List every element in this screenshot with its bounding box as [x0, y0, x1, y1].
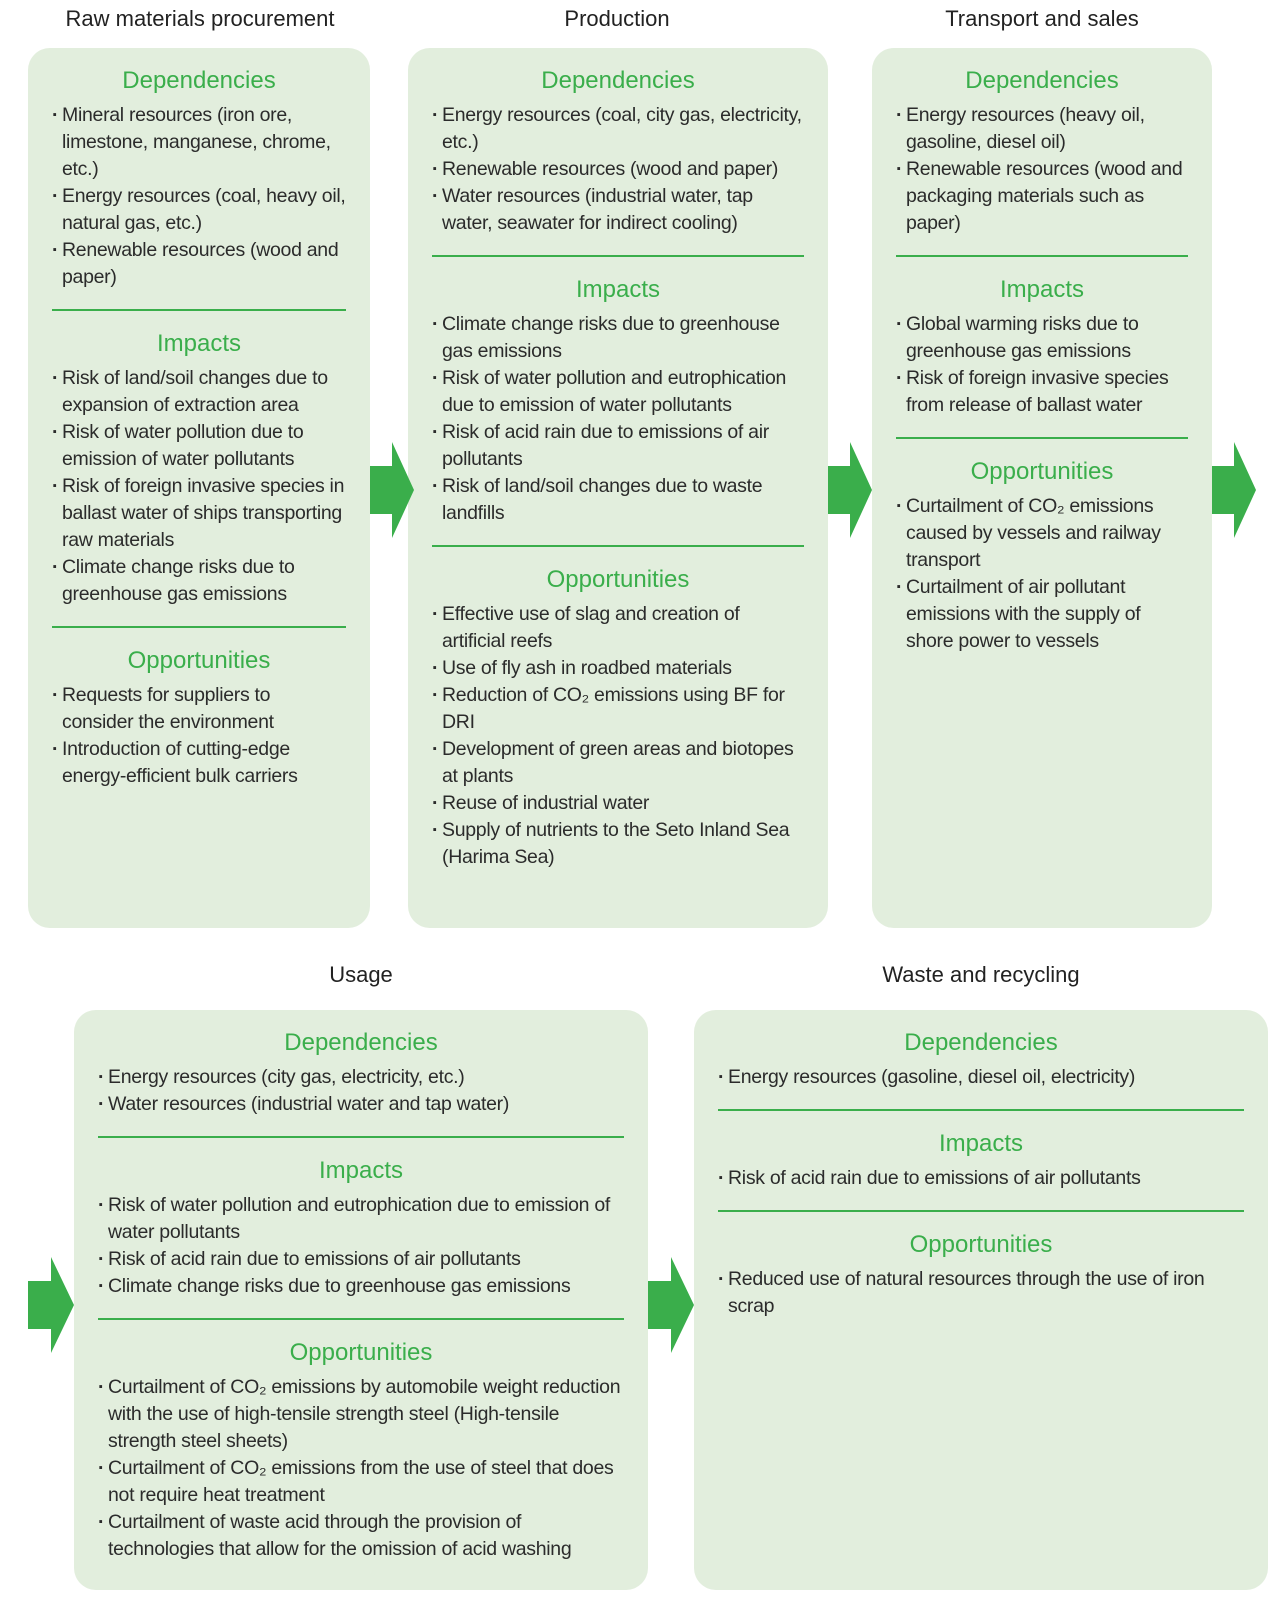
list-item: · Energy resources (coal, city gas, electricity, etc.)	[432, 102, 804, 156]
stage-card-raw-materials	[28, 48, 370, 928]
stage-card-usage	[74, 1010, 648, 1590]
section-divider	[896, 255, 1188, 257]
list-item: · Renewable resources (wood and paper)	[52, 237, 346, 291]
list-item: · Use of fly ash in roadbed materials	[432, 655, 804, 682]
section-heading-impacts: Impacts	[999, 276, 1085, 303]
list-item: · Reduced use of natural resources through the use of iron scrap	[718, 1266, 1244, 1320]
list-item: · Risk of water pollution due to emission of water pollutants	[52, 419, 346, 473]
list-item: · Risk of land/soil changes due to waste landfills	[432, 473, 804, 527]
list-item: · Risk of acid rain due to emissions of air pollutants	[98, 1246, 624, 1273]
list-item: · Supply of nutrients to the Seto Inland Sea (Harima Sea)	[432, 817, 804, 871]
list-item: · Introduction of cutting-edge energy-efficient bulk carriers	[52, 736, 346, 790]
impacts-list	[718, 1165, 1244, 1192]
opportunities-list	[432, 601, 804, 871]
flow-arrow-right-icon	[828, 440, 872, 540]
list-item: · Reuse of industrial water	[432, 790, 804, 817]
list-item: · Energy resources (city gas, electricity, etc.)	[98, 1064, 624, 1091]
list-item: · Risk of acid rain due to emissions of air pollutants	[718, 1165, 1244, 1192]
list-item: · Climate change risks due to greenhouse gas emissions	[432, 311, 804, 365]
list-item: · Effective use of slag and creation of artificial reefs	[432, 601, 804, 655]
section-heading-dependencies: Dependencies	[122, 67, 276, 94]
dependencies-list	[432, 102, 804, 237]
section-heading-dependencies: Dependencies	[541, 67, 695, 94]
list-item: · Mineral resources (iron ore, limestone, manganese, chrome, etc.)	[52, 102, 346, 183]
section-heading-impacts: Impacts	[575, 276, 661, 303]
dependencies-list	[896, 102, 1188, 237]
list-item: · Curtailment of air pollutant emissions with the supply of shore power to vessels	[896, 574, 1188, 655]
list-item: · Risk of water pollution and eutrophication due to emission of water pollutants	[432, 365, 804, 419]
section-heading-dependencies: Dependencies	[284, 1029, 438, 1056]
section-heading-dependencies: Dependencies	[965, 67, 1119, 94]
list-item: · Risk of foreign invasive species in ballast water of ships transporting raw materials	[52, 473, 346, 554]
section-divider	[432, 545, 804, 547]
opportunities-list	[52, 682, 346, 790]
impacts-list	[98, 1192, 624, 1300]
flow-arrow-right-icon	[1212, 440, 1256, 540]
section-heading-impacts: Impacts	[938, 1130, 1024, 1157]
dependencies-list	[98, 1064, 624, 1118]
stage-title-transport: Transport and sales	[945, 6, 1139, 31]
dependencies-list	[718, 1064, 1244, 1091]
list-item: · Requests for suppliers to consider the environment	[52, 682, 346, 736]
section-heading-opportunities: Opportunities	[289, 1339, 433, 1366]
stage-card-waste	[694, 1010, 1268, 1590]
list-item: · Water resources (industrial water, tap water, seawater for indirect cooling)	[432, 183, 804, 237]
list-item: · Curtailment of CO₂ emissions caused by vessels and railway transport	[896, 493, 1188, 574]
section-heading-opportunities: Opportunities	[970, 458, 1114, 485]
list-item: · Energy resources (heavy oil, gasoline, diesel oil)	[896, 102, 1188, 156]
list-item: · Renewable resources (wood and paper)	[432, 156, 804, 183]
list-item: · Curtailment of CO₂ emissions from the use of steel that does not require heat treatment	[98, 1455, 624, 1509]
opportunities-list	[896, 493, 1188, 655]
list-item: · Energy resources (coal, heavy oil, natural gas, etc.)	[52, 183, 346, 237]
list-item: · Reduction of CO₂ emissions using BF for DRI	[432, 682, 804, 736]
impacts-list	[52, 365, 346, 608]
dependencies-list	[52, 102, 346, 291]
opportunities-list	[98, 1374, 624, 1563]
opportunities-list	[718, 1266, 1244, 1320]
section-heading-impacts: Impacts	[318, 1157, 404, 1184]
list-item: · Renewable resources (wood and packaging materials such as paper)	[896, 156, 1188, 237]
section-divider	[718, 1210, 1244, 1212]
section-heading-impacts: Impacts	[156, 330, 242, 357]
list-item: · Global warming risks due to greenhouse gas emissions	[896, 311, 1188, 365]
section-heading-opportunities: Opportunities	[909, 1231, 1053, 1258]
flow-arrow-right-icon	[370, 440, 414, 540]
list-item: · Curtailment of CO₂ emissions by automobile weight reduction with the use of high-tensile strength steel (High-tensile strength steel sheets)	[98, 1374, 624, 1455]
stage-title-production: Production	[564, 6, 670, 31]
stage-card-transport	[872, 48, 1212, 928]
list-item: · Water resources (industrial water and tap water)	[98, 1091, 624, 1118]
list-item: · Energy resources (gasoline, diesel oil, electricity)	[718, 1064, 1244, 1091]
impacts-list	[432, 311, 804, 527]
section-divider	[52, 309, 346, 311]
list-item: · Development of green areas and biotopes at plants	[432, 736, 804, 790]
section-heading-dependencies: Dependencies	[904, 1029, 1058, 1056]
section-divider	[432, 255, 804, 257]
section-divider	[718, 1109, 1244, 1111]
list-item: · Climate change risks due to greenhouse gas emissions	[98, 1273, 624, 1300]
flow-arrow-right-icon	[648, 1255, 694, 1355]
section-heading-opportunities: Opportunities	[127, 647, 271, 674]
stage-title-waste: Waste and recycling	[882, 962, 1080, 987]
list-item: · Risk of acid rain due to emissions of air pollutants	[432, 419, 804, 473]
list-item: · Risk of water pollution and eutrophication due to emission of water pollutants	[98, 1192, 624, 1246]
section-divider	[98, 1136, 624, 1138]
stage-title-raw-materials: Raw materials procurement	[65, 6, 335, 31]
section-heading-opportunities: Opportunities	[546, 566, 690, 593]
section-divider	[52, 626, 346, 628]
flow-arrow-right-icon	[28, 1255, 74, 1355]
list-item: · Climate change risks due to greenhouse gas emissions	[52, 554, 346, 608]
list-item: · Curtailment of waste acid through the provision of technologies that allow for the omission of acid washing	[98, 1509, 624, 1563]
stage-title-usage: Usage	[329, 962, 393, 987]
list-item: · Risk of land/soil changes due to expansion of extraction area	[52, 365, 346, 419]
section-divider	[98, 1318, 624, 1320]
list-item: · Risk of foreign invasive species from release of ballast water	[896, 365, 1188, 419]
section-divider	[896, 437, 1188, 439]
impacts-list	[896, 311, 1188, 419]
stage-card-production	[408, 48, 828, 928]
